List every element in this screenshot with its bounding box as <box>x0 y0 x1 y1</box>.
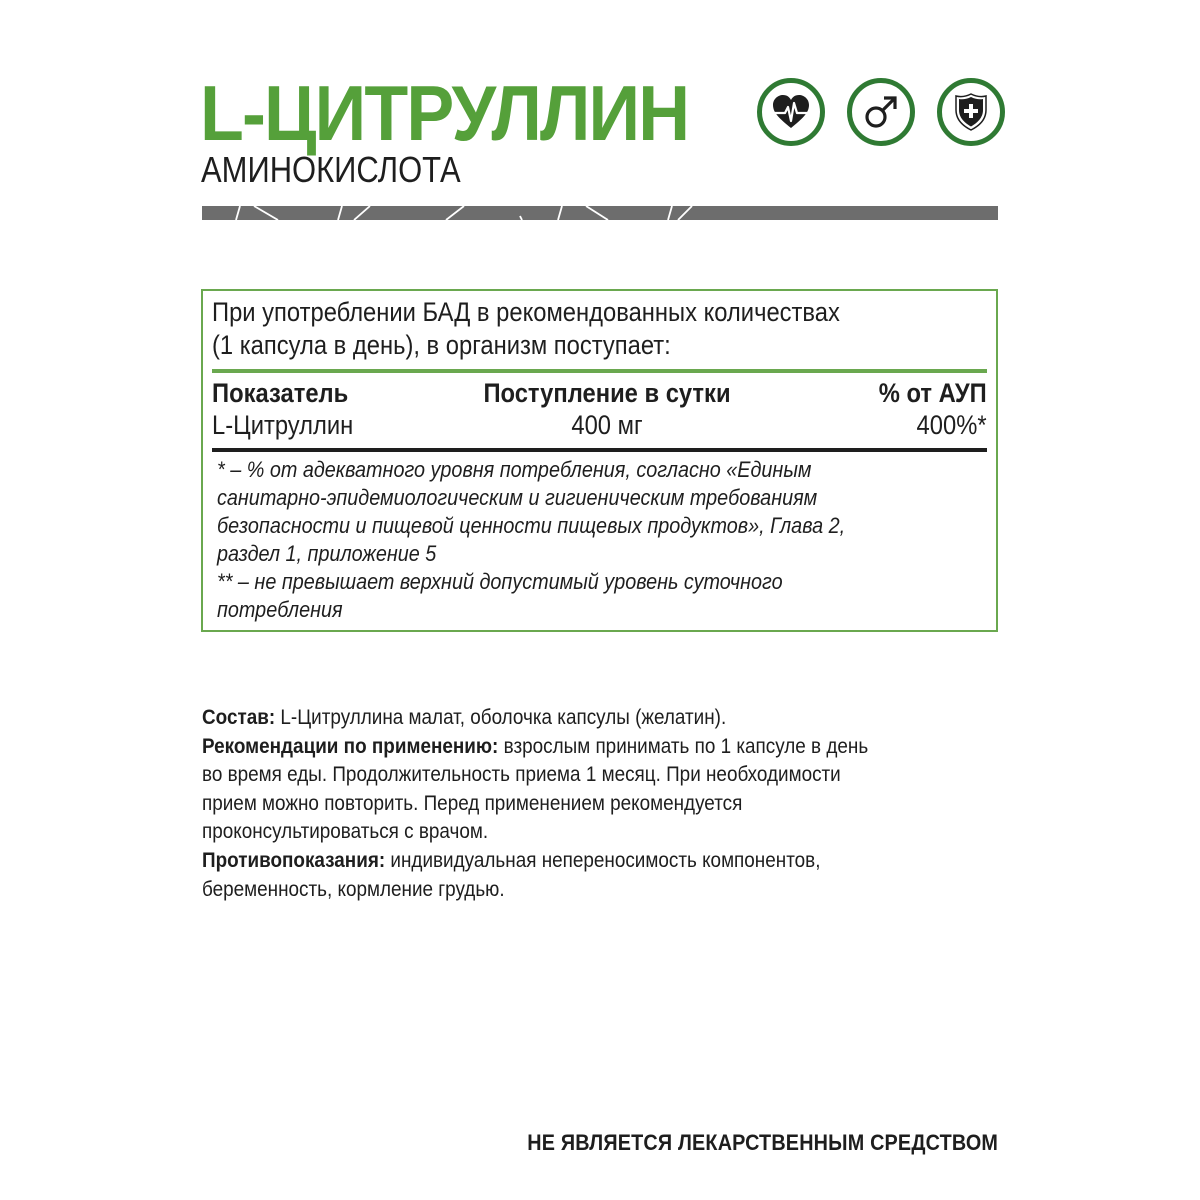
intro-line: (1 капсула в день), в организм поступает: <box>212 330 671 360</box>
footnote-line: санитарно-эпидемиологическим и гигиеническим требованиям <box>217 485 818 510</box>
footnote-line: раздел 1, приложение 5 <box>217 541 437 566</box>
table-header-row <box>212 377 987 409</box>
footnotes <box>217 456 845 624</box>
divider <box>212 448 987 452</box>
nutrition-facts-box <box>201 289 998 632</box>
contraindications-text: индивидуальная непереносимость компонентов, <box>385 848 821 872</box>
male-symbol-icon <box>847 78 915 146</box>
contraindications-line: беременность, кормление грудью. <box>202 877 505 901</box>
usage-label: Рекомендации по применению: <box>202 734 499 758</box>
column-header-percent: % от АУП <box>878 378 987 408</box>
composition-label: Состав: <box>202 706 276 729</box>
heart-pulse-icon <box>757 78 825 146</box>
footnote-line: потребления <box>217 597 343 622</box>
usage <box>202 733 868 762</box>
intro-text <box>212 296 840 362</box>
composition-text: L-Цитруллина малат, оболочка капсулы (желатин). <box>275 706 727 729</box>
cell-daily-intake: 400 мг <box>571 410 643 440</box>
footnote-line: безопасности и пищевой ценности пищевых продуктов», Глава 2, <box>217 513 846 538</box>
usage-text: взрослым принимать по 1 капсуле в день <box>498 734 869 758</box>
product-subtitle: АМИНОКИСЛОТА <box>201 149 461 190</box>
usage-line: прием можно повторить. Перед применением рекомендуется <box>202 791 743 815</box>
usage-line: во время еды. Продолжительность приема 1 месяц. При необходимости <box>202 763 841 787</box>
product-title: L-ЦИТРУЛЛИН <box>200 69 689 157</box>
disclaimer: НЕ ЯВЛЯЕТСЯ ЛЕКАРСТВЕННЫМ СРЕДСТВОМ <box>527 1130 998 1155</box>
footnote-line: ** – не превышает верхний допустимый уровень суточного <box>217 569 783 594</box>
usage-line: проконсультироваться с врачом. <box>202 820 489 844</box>
contraindications <box>202 847 868 876</box>
composition <box>202 704 868 733</box>
contraindications-label: Противопоказания: <box>202 848 386 872</box>
shield-plus-icon <box>937 78 1005 146</box>
column-header-indicator: Показатель <box>212 378 349 408</box>
footnote-line: * – % от адекватного уровня потребления, согласно «Единым <box>217 457 812 482</box>
cell-indicator: L-Цитруллин <box>212 410 354 440</box>
product-info <box>202 704 868 904</box>
cell-percent: 400%* <box>916 410 987 440</box>
decorative-stripe <box>202 206 998 220</box>
intro-line: При употреблении БАД в рекомендованных количествах <box>212 297 840 327</box>
column-header-daily-intake: Поступление в сутки <box>483 378 731 408</box>
benefit-icons <box>757 78 1005 146</box>
divider <box>212 369 987 373</box>
table-row <box>212 409 987 441</box>
